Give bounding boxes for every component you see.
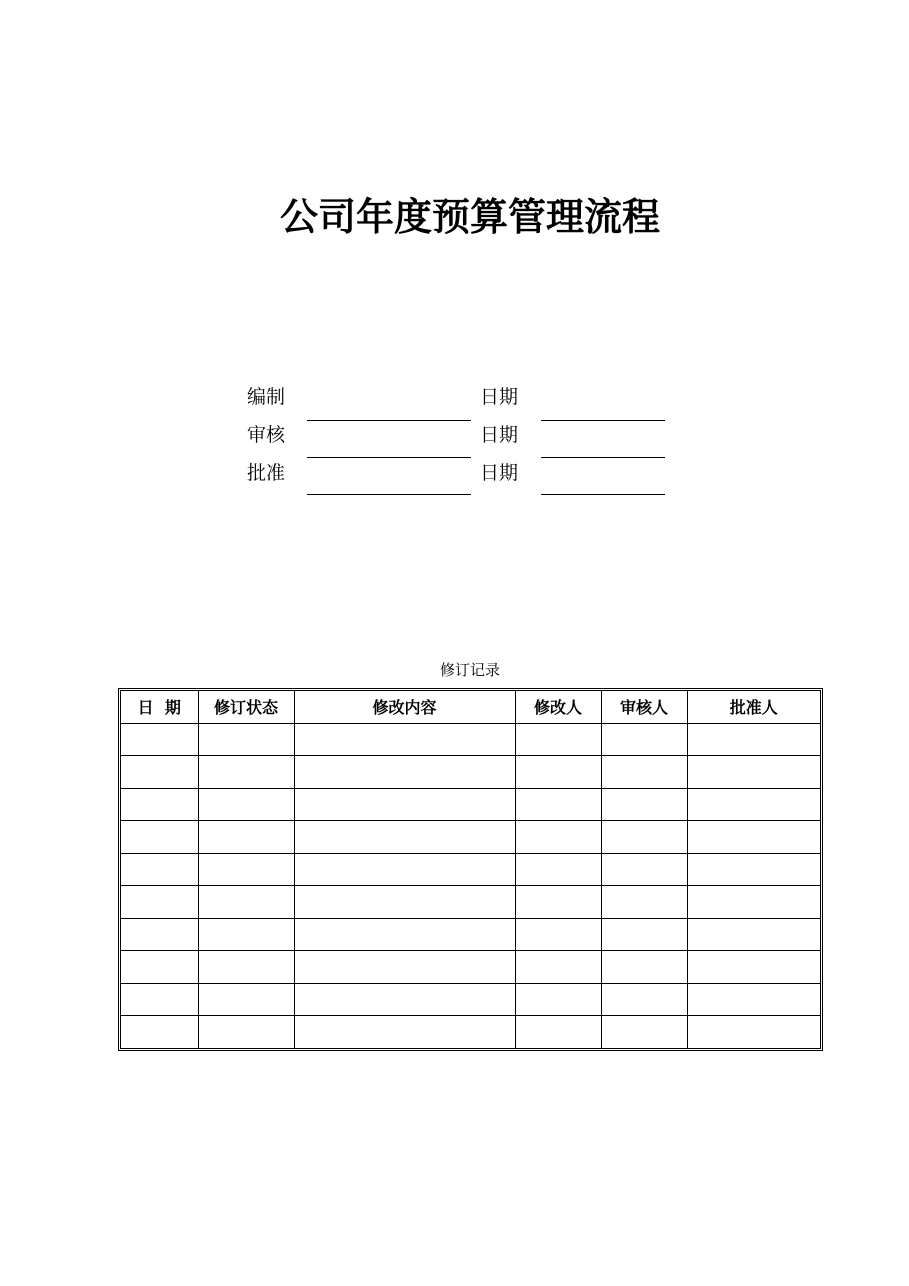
cell-approver[interactable]	[687, 853, 820, 885]
signoff-label-prepared: 编制	[247, 386, 286, 408]
cell-date[interactable]	[121, 821, 198, 853]
signoff-date-label-reviewed: 日期	[480, 424, 519, 446]
table-row	[121, 723, 820, 755]
cell-reviewer[interactable]	[601, 723, 687, 755]
cell-reviewer[interactable]	[601, 756, 687, 788]
cell-revision-status[interactable]	[198, 951, 294, 983]
cell-approver[interactable]	[687, 886, 820, 918]
cell-reviewer[interactable]	[601, 918, 687, 950]
cell-revision-status[interactable]	[198, 723, 294, 755]
signoff-line-prepared[interactable]	[307, 420, 471, 421]
revision-record-caption: 修订记录	[439, 661, 500, 679]
cell-modifier[interactable]	[515, 723, 601, 755]
table-row	[121, 983, 820, 1015]
cell-revision-status[interactable]	[198, 886, 294, 918]
cell-modifier[interactable]	[515, 886, 601, 918]
cell-modifier[interactable]	[515, 983, 601, 1015]
cell-revision-status[interactable]	[198, 983, 294, 1015]
cell-modifier[interactable]	[515, 821, 601, 853]
cell-change-content[interactable]	[294, 1016, 515, 1048]
cell-change-content[interactable]	[294, 983, 515, 1015]
cell-change-content[interactable]	[294, 756, 515, 788]
signoff-line-approved[interactable]	[307, 494, 471, 495]
cell-date[interactable]	[121, 918, 198, 950]
cell-approver[interactable]	[687, 723, 820, 755]
table-row	[121, 1016, 820, 1048]
table-row	[121, 821, 820, 853]
cell-revision-status[interactable]	[198, 918, 294, 950]
cell-reviewer[interactable]	[601, 788, 687, 820]
cell-reviewer[interactable]	[601, 951, 687, 983]
cell-approver[interactable]	[687, 756, 820, 788]
cell-change-content[interactable]	[294, 853, 515, 885]
cell-modifier[interactable]	[515, 853, 601, 885]
cell-change-content[interactable]	[294, 886, 515, 918]
column-header-approver: 批准人	[687, 691, 820, 723]
cell-date[interactable]	[121, 983, 198, 1015]
signoff-date-line-reviewed[interactable]	[541, 457, 665, 458]
cell-approver[interactable]	[687, 983, 820, 1015]
cell-reviewer[interactable]	[601, 886, 687, 918]
signoff-date-line-prepared[interactable]	[541, 420, 665, 421]
cell-approver[interactable]	[687, 918, 820, 950]
table-row	[121, 853, 820, 885]
column-header-date: 日 期	[121, 691, 198, 723]
cell-change-content[interactable]	[294, 918, 515, 950]
signoff-line-reviewed[interactable]	[307, 457, 471, 458]
table-row	[121, 788, 820, 820]
signoff-date-line-approved[interactable]	[541, 494, 665, 495]
cell-date[interactable]	[121, 886, 198, 918]
table-row	[121, 951, 820, 983]
cell-revision-status[interactable]	[198, 821, 294, 853]
cell-change-content[interactable]	[294, 723, 515, 755]
cell-date[interactable]	[121, 788, 198, 820]
cell-date[interactable]	[121, 723, 198, 755]
signoff-label-reviewed: 审核	[247, 424, 286, 446]
revision-table-header-row	[121, 691, 820, 723]
cell-approver[interactable]	[687, 1016, 820, 1048]
cell-revision-status[interactable]	[198, 756, 294, 788]
cell-date[interactable]	[121, 951, 198, 983]
column-header-revision-status: 修订状态	[198, 691, 294, 723]
cell-date[interactable]	[121, 853, 198, 885]
cell-reviewer[interactable]	[601, 1016, 687, 1048]
cell-modifier[interactable]	[515, 951, 601, 983]
revision-record-table	[118, 688, 823, 1051]
cell-modifier[interactable]	[515, 756, 601, 788]
cell-reviewer[interactable]	[601, 821, 687, 853]
signoff-date-label-approved: 日期	[480, 462, 519, 484]
cell-reviewer[interactable]	[601, 853, 687, 885]
cell-approver[interactable]	[687, 951, 820, 983]
signoff-date-label-prepared: 日期	[480, 386, 519, 408]
cell-change-content[interactable]	[294, 788, 515, 820]
column-header-reviewer: 审核人	[601, 691, 687, 723]
cell-revision-status[interactable]	[198, 853, 294, 885]
table-row	[121, 886, 820, 918]
cell-change-content[interactable]	[294, 951, 515, 983]
cell-modifier[interactable]	[515, 1016, 601, 1048]
cell-approver[interactable]	[687, 821, 820, 853]
cell-date[interactable]	[121, 1016, 198, 1048]
table-row	[121, 756, 820, 788]
cell-modifier[interactable]	[515, 918, 601, 950]
signoff-label-approved: 批准	[247, 462, 286, 484]
cell-revision-status[interactable]	[198, 788, 294, 820]
cell-change-content[interactable]	[294, 821, 515, 853]
cell-date[interactable]	[121, 756, 198, 788]
table-row	[121, 918, 820, 950]
document-title: 公司年度预算管理流程	[279, 194, 660, 239]
cell-modifier[interactable]	[515, 788, 601, 820]
cell-reviewer[interactable]	[601, 983, 687, 1015]
cell-approver[interactable]	[687, 788, 820, 820]
column-header-change-content: 修改内容	[294, 691, 515, 723]
cell-revision-status[interactable]	[198, 1016, 294, 1048]
column-header-modifier: 修改人	[515, 691, 601, 723]
